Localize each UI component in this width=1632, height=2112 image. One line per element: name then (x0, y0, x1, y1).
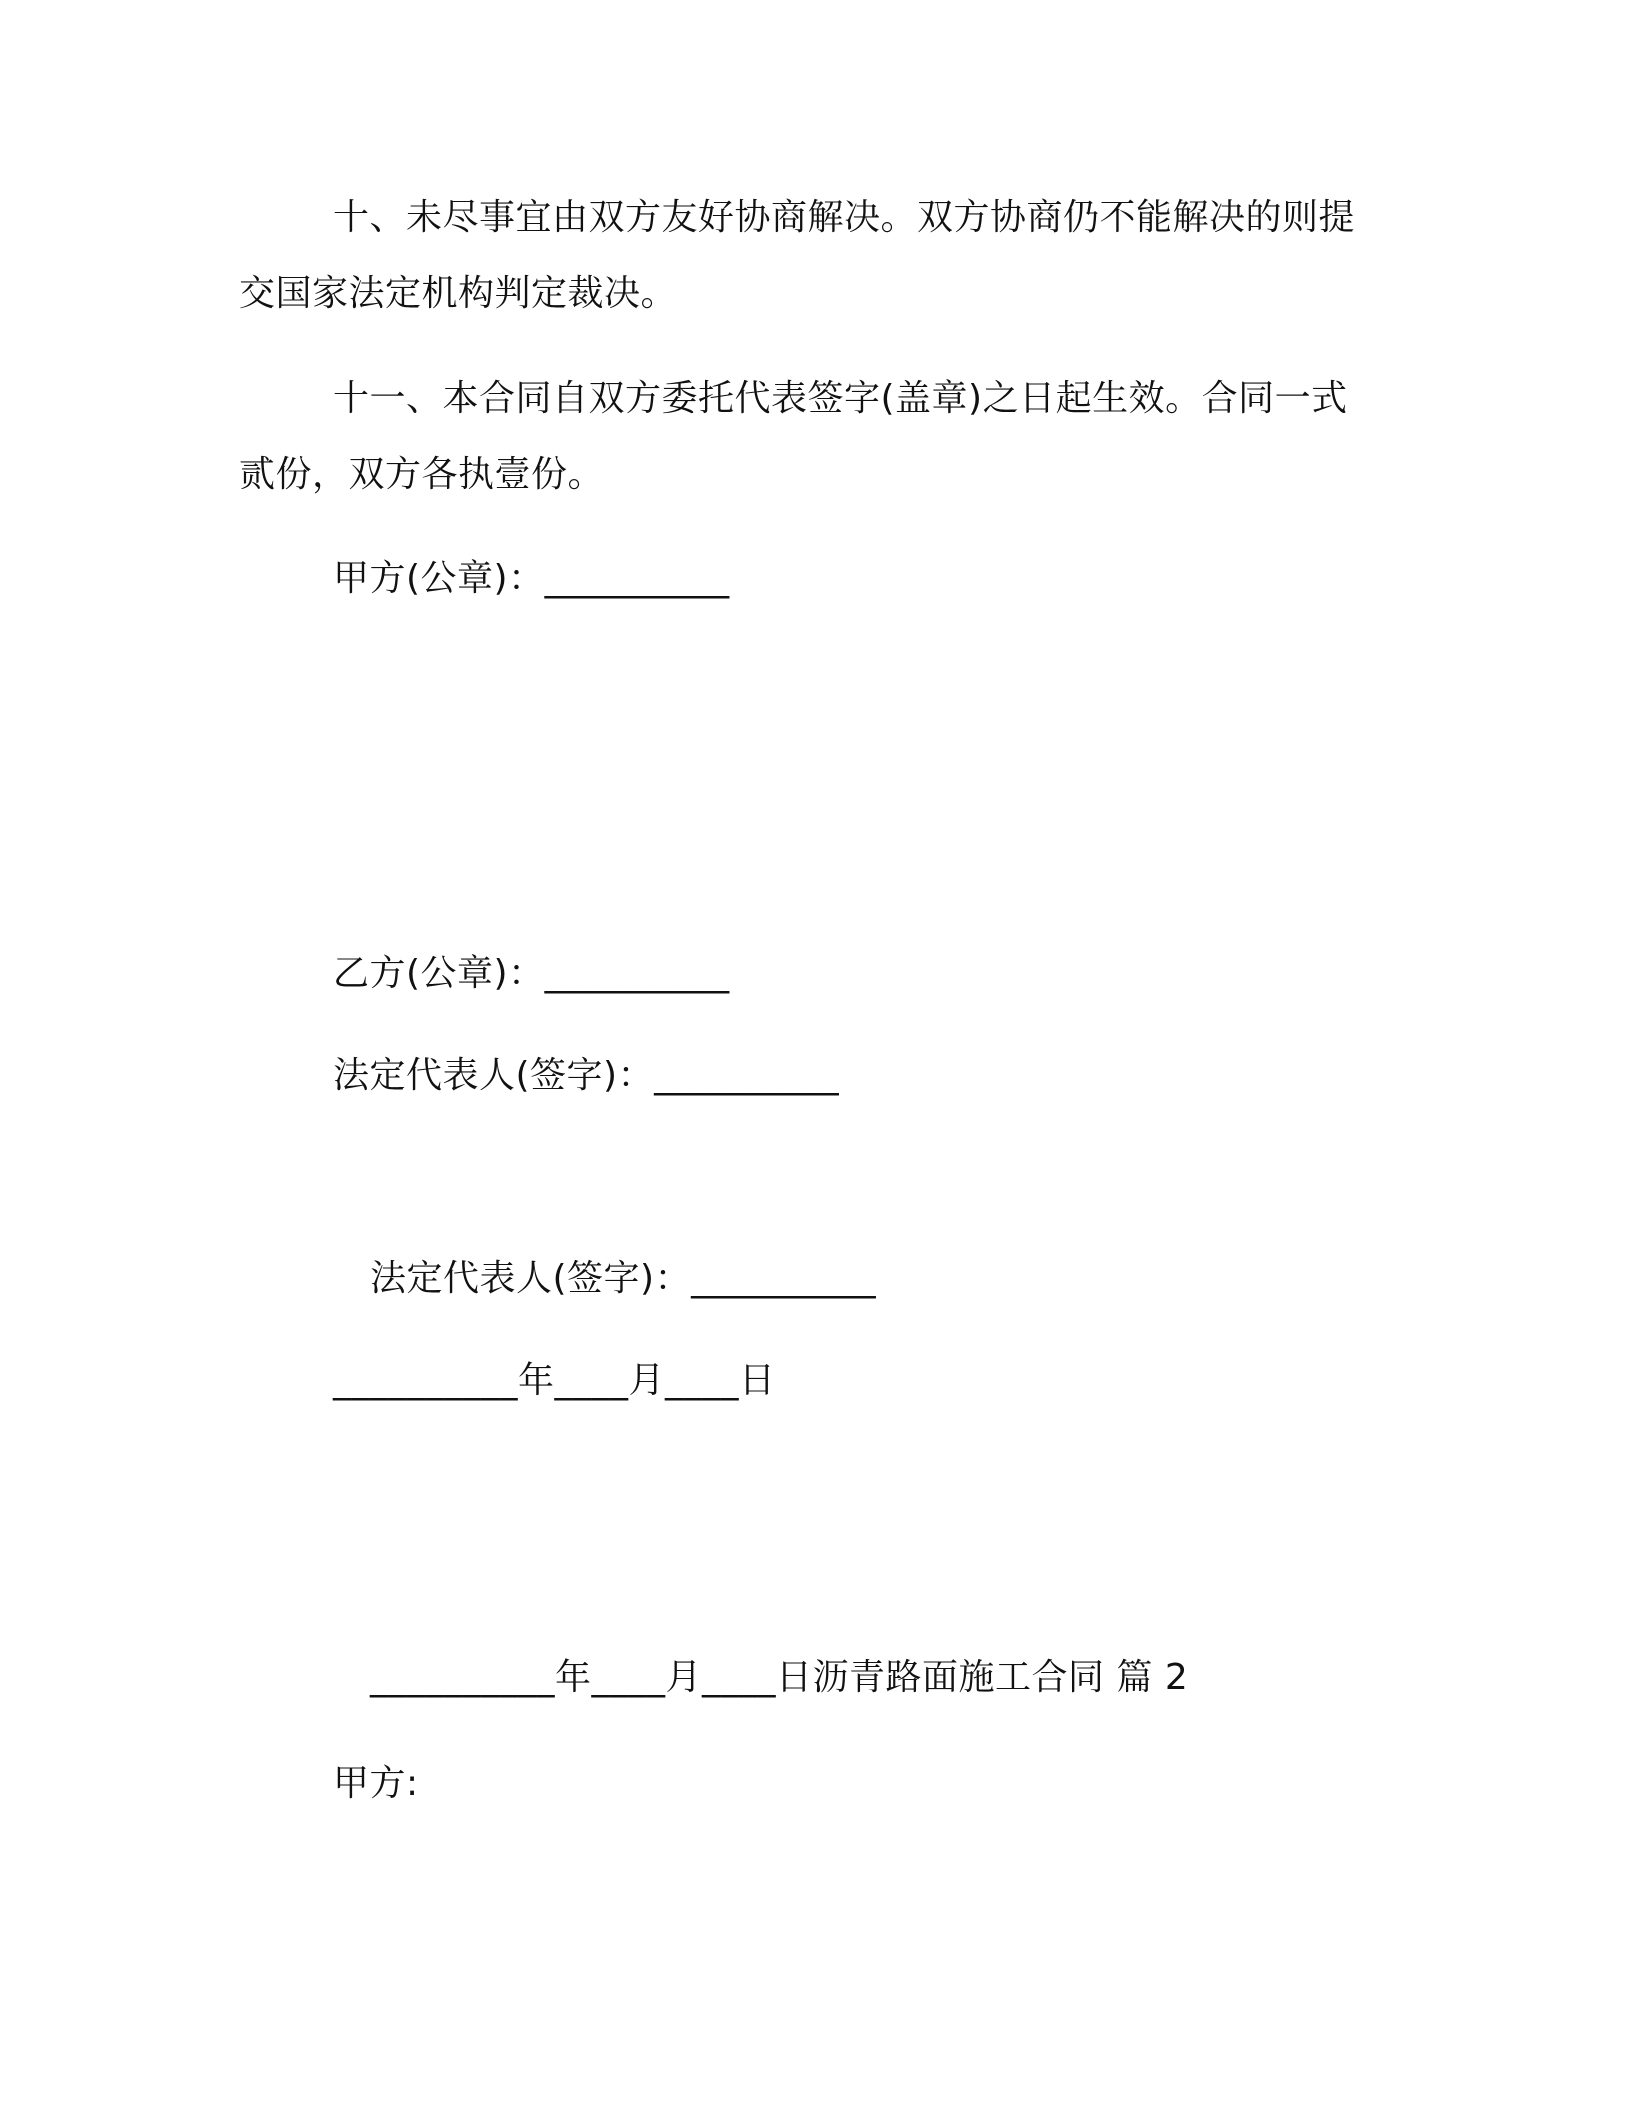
clause-10-line-1: 十、未尽事宜由双方友好协商解决。双方协商仍不能解决的则提 (333, 197, 1356, 238)
clause-10-line-2: 交国家法定机构判定裁决。 (239, 273, 678, 314)
next-contract-title: __________年____月____日沥青路面施工合同 篇 2 (370, 1657, 1189, 1698)
legal-representative-signature-line: 法定代表人(签字)：__________ (333, 1055, 840, 1096)
party-b-seal-line: 乙方(公章)：__________ (333, 953, 730, 994)
legal-representative-signature-line-2: 法定代表人(签字)：__________ (370, 1258, 877, 1299)
next-party-a-label: 甲方: (333, 1763, 419, 1804)
clause-11-line-2: 贰份，双方各执壹份。 (239, 454, 605, 495)
clause-11-line-1: 十一、本合同自双方委托代表签字(盖章)之日起生效。合同一式 (333, 378, 1348, 419)
party-a-seal-line: 甲方(公章)：__________ (333, 558, 730, 599)
date-line: __________年____月____日 (333, 1360, 776, 1401)
